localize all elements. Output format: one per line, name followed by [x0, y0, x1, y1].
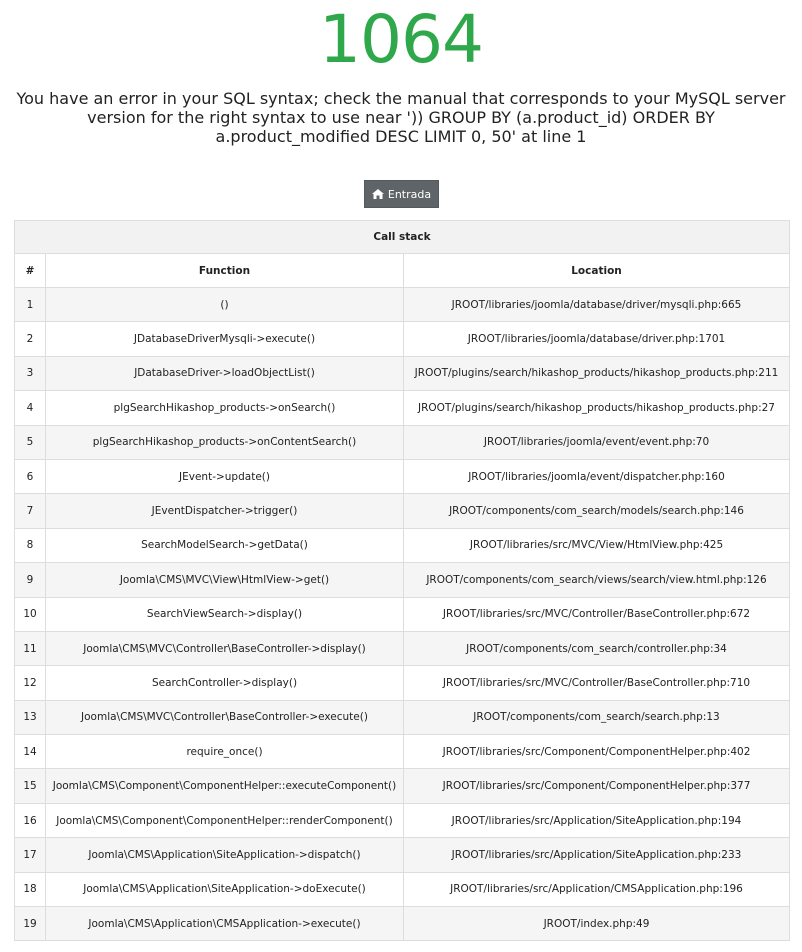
home-button-label: Entrada — [387, 187, 432, 201]
location-cell: JROOT/libraries/joomla/database/driver/mysqli.php:665 — [404, 288, 790, 322]
row-number: 13 — [15, 700, 46, 734]
location-cell: JROOT/libraries/src/Application/SiteApplication.php:194 — [404, 803, 790, 837]
location-cell: JROOT/plugins/search/hikashop_products/hikashop_products.php:211 — [404, 356, 790, 390]
location-cell: JROOT/libraries/src/Component/ComponentHelper.php:402 — [404, 735, 790, 769]
error-message: You have an error in your SQL syntax; check the manual that corresponds to your MySQL server version for the right syntax to use near ')) GROUP BY (a.product_id) ORDER BY a.product_modified DESC LIMIT 0, 50' at line 1 — [16, 89, 786, 146]
row-number: 14 — [15, 735, 46, 769]
error-code: 1064 — [319, 1, 483, 78]
row-number: 2 — [15, 322, 46, 356]
location-cell: JROOT/libraries/src/Application/CMSApplication.php:196 — [404, 872, 790, 906]
column-header-num: # — [15, 254, 46, 288]
row-number: 6 — [15, 459, 46, 493]
location-cell: JROOT/libraries/src/MVC/View/HtmlView.php:425 — [404, 528, 790, 562]
location-cell: JROOT/components/com_search/controller.php:34 — [404, 631, 790, 665]
table-row — [15, 288, 790, 322]
function-cell: JDatabaseDriver->loadObjectList() — [46, 356, 404, 390]
row-number: 10 — [15, 597, 46, 631]
table-row — [15, 907, 790, 941]
row-number: 17 — [15, 838, 46, 872]
location-cell: JROOT/libraries/src/MVC/Controller/BaseController.php:710 — [404, 666, 790, 700]
table-row — [15, 872, 790, 906]
table-row — [15, 322, 790, 356]
table-row — [15, 735, 790, 769]
location-cell: JROOT/libraries/joomla/event/dispatcher.php:160 — [404, 459, 790, 493]
location-cell: JROOT/components/com_search/models/search.php:146 — [404, 494, 790, 528]
location-cell: JROOT/libraries/joomla/event/event.php:70 — [404, 425, 790, 459]
function-cell: SearchViewSearch->display() — [46, 597, 404, 631]
row-number: 3 — [15, 356, 46, 390]
function-cell: Joomla\CMS\MVC\View\HtmlView->get() — [46, 563, 404, 597]
table-row — [15, 700, 790, 734]
table-row — [15, 459, 790, 493]
table-row — [15, 631, 790, 665]
column-header-function: Function — [46, 254, 404, 288]
function-cell: JDatabaseDriverMysqli->execute() — [46, 322, 404, 356]
call-stack-table — [14, 220, 790, 941]
location-cell: JROOT/index.php:49 — [404, 907, 790, 941]
function-cell: Joomla\CMS\Application\CMSApplication->execute() — [46, 907, 404, 941]
function-cell: plgSearchHikashop_products->onSearch() — [46, 391, 404, 425]
table-row — [15, 356, 790, 390]
function-cell: Joomla\CMS\MVC\Controller\BaseController->execute() — [46, 700, 404, 734]
table-row — [15, 425, 790, 459]
home-button[interactable] — [364, 180, 439, 208]
row-number: 19 — [15, 907, 46, 941]
function-cell: JEventDispatcher->trigger() — [46, 494, 404, 528]
table-row — [15, 494, 790, 528]
row-number: 9 — [15, 563, 46, 597]
row-number: 7 — [15, 494, 46, 528]
row-number: 1 — [15, 288, 46, 322]
function-cell: Joomla\CMS\MVC\Controller\BaseController->display() — [46, 631, 404, 665]
call-stack-title: Call stack — [15, 221, 790, 254]
row-number: 5 — [15, 425, 46, 459]
column-header-location: Location — [404, 254, 790, 288]
row-number: 15 — [15, 769, 46, 803]
table-row — [15, 528, 790, 562]
table-row — [15, 391, 790, 425]
table-row — [15, 769, 790, 803]
location-cell: JROOT/components/com_search/views/search/view.html.php:126 — [404, 563, 790, 597]
table-row — [15, 666, 790, 700]
location-cell: JROOT/libraries/src/Component/ComponentHelper.php:377 — [404, 769, 790, 803]
table-row — [15, 563, 790, 597]
function-cell: Joomla\CMS\Component\ComponentHelper::renderComponent() — [46, 803, 404, 837]
call-stack-rows — [15, 288, 790, 941]
location-cell: JROOT/plugins/search/hikashop_products/hikashop_products.php:27 — [404, 391, 790, 425]
table-row — [15, 838, 790, 872]
location-cell: JROOT/libraries/joomla/database/driver.php:1701 — [404, 322, 790, 356]
function-cell: plgSearchHikashop_products->onContentSearch() — [46, 425, 404, 459]
row-number: 11 — [15, 631, 46, 665]
location-cell: JROOT/libraries/src/MVC/Controller/BaseController.php:672 — [404, 597, 790, 631]
home-icon — [372, 189, 384, 199]
row-number: 4 — [15, 391, 46, 425]
function-cell: require_once() — [46, 735, 404, 769]
row-number: 8 — [15, 528, 46, 562]
table-row — [15, 803, 790, 837]
table-row — [15, 597, 790, 631]
function-cell: Joomla\CMS\Application\SiteApplication->doExecute() — [46, 872, 404, 906]
function-cell: JEvent->update() — [46, 459, 404, 493]
function-cell: SearchController->display() — [46, 666, 404, 700]
location-cell: JROOT/libraries/src/Application/SiteApplication.php:233 — [404, 838, 790, 872]
row-number: 18 — [15, 872, 46, 906]
function-cell: SearchModelSearch->getData() — [46, 528, 404, 562]
row-number: 16 — [15, 803, 46, 837]
function-cell: () — [46, 288, 404, 322]
location-cell: JROOT/components/com_search/search.php:13 — [404, 700, 790, 734]
function-cell: Joomla\CMS\Component\ComponentHelper::executeComponent() — [46, 769, 404, 803]
row-number: 12 — [15, 666, 46, 700]
function-cell: Joomla\CMS\Application\SiteApplication->dispatch() — [46, 838, 404, 872]
